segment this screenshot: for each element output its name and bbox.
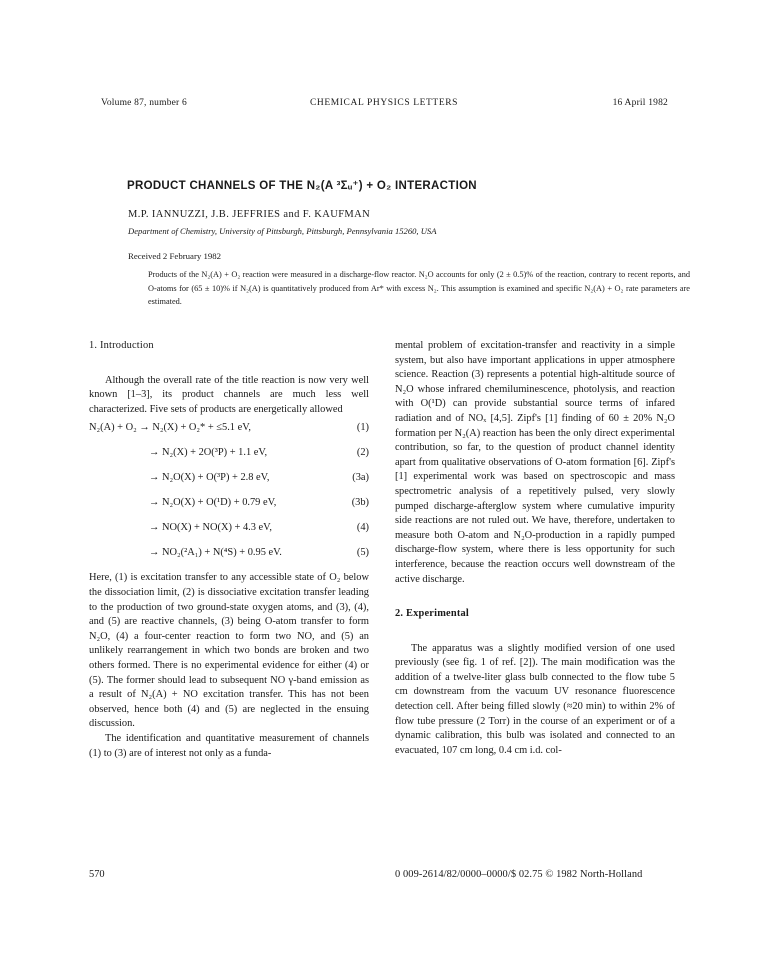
equation-text: → NO(X) + NO(X) + 4.3 eV,	[149, 522, 272, 534]
experimental-paragraph-1: The apparatus was a slightly modified version of one used previously (see fig. 1 of ref. [2]). The main modification was the addition of a twelve-liter glass bulb connected to the flow tube 5 cm downstream from the vacuum UV resonance fluorescence detection cell. After being filled slowly (≈20 min) to within 2% of flow tube pressure (2 Torr) in the course of an experiment or of a dynamic calibration, this bulb was isolated and connected to an evacuated, 107 cm long, 0.4 cm i.d. col-	[395, 642, 675, 756]
intro-paragraph-2: Here, (1) is excitation transfer to any accessible state of O₂ below the dissociation limit, (2) is dissociative excitation transfer leading to the production of two ground-state oxygen atoms, and (3), (4), and (5) are reactive channels, (3) being O-atom transfer to form N₂O, (4) a four-center reaction to form two NO, and (5) an unlikely rearrangement in which two bonds are broken and two others formed. There is no experimental evidence for either (4) or (5). The former should lead to subsequent NO γ-band emission as a result of N₂(A) + NO excitation transfer. This has not been observed, hence both (4) and (5) are neglected in the ensuing discussion.	[89, 572, 369, 730]
equation-number: (2)	[356, 447, 369, 459]
equation-text: N₂(A) + O₂ → N₂(X) + O₂* + ≤5.1 eV,	[89, 422, 251, 434]
section-heading-introduction: 1. Introduction	[89, 340, 154, 351]
article-title: PRODUCT CHANNELS OF THE N₂(A ³Σᵤ⁺) + O₂ INTERACTION	[127, 180, 477, 192]
running-header-date: 16 April 1982	[612, 98, 668, 108]
received-date: Received 2 February 1982	[128, 251, 222, 261]
abstract: Products of the N₂(A) + O₂ reaction were measured in a discharge-flow reactor. N₂O accounts for only (2 ± 0.5)% of the reaction, contrary to recent reports, and O-atoms for (65 ± 10)% if N₂(A) is quantitatively produced from Ar* with excess N₂. This assumption is examined and specific N₂(A) + O₂ rate parameters are estimated.	[148, 270, 690, 306]
equation-number: (3b)	[351, 497, 369, 509]
equation-text: → N₂O(X) + O(³P) + 2.8 eV,	[149, 472, 270, 484]
equation-number: (4)	[356, 522, 369, 534]
page-number: 570	[89, 869, 105, 880]
equation-number: (1)	[356, 422, 369, 434]
running-header-volume: Volume 87, number 6	[101, 98, 187, 108]
equation-text: → N₂O(X) + O(¹D) + 0.79 eV,	[149, 497, 277, 509]
intro-paragraph-3-continued: mental problem of excitation-transfer and reactivity in a simple system, but also have important applications in upper atmosphere science. Reaction (3) represents a potential high-altitude source of N₂O whose infrared chemiluminescence, photolysis, and reaction with O(¹D) can provide substantial source terms of infared radiation and of NOₓ [4,5]. Zipf's [1] finding of 60 ± 20% N₂O formation per N₂(A) reaction has been the only direct experimental contribution, so far, to the question of product channel identity apart from qualitative observations of O-atom formation [6]. Zipf's [1] experimental work was based on spectroscopic and mass spectrometric analysis of a repetitively pulsed, very slowly pumped discharge-afterglow system where cumulative impurity side reactions are not ruled out. We have, therefore, undertaken to measure both O-atom and N₂O-production in a rapidly pumped discharge-flow system, where there is less opportunity for such interference, because the reaction occurs well downstream of the active discharge.	[395, 340, 675, 585]
equation-5	[89, 546, 369, 571]
equation-number: (3a)	[352, 472, 369, 484]
section-heading-experimental: 2. Experimental	[395, 608, 469, 620]
running-header-journal: CHEMICAL PHYSICS LETTERS	[309, 98, 459, 108]
equation-3b	[89, 496, 369, 521]
equation-2	[89, 446, 369, 471]
author-affiliation: Department of Chemistry, University of Pittsburgh, Pittsburgh, Pennsylvania 15260, USA	[128, 226, 437, 236]
equation-text: → N₂(X) + 2O(³P) + 1.1 eV,	[149, 447, 268, 459]
right-column	[395, 339, 675, 758]
issn-copyright: 0 009-2614/82/0000–0000/$ 02.75 © 1982 North-Holland	[395, 869, 643, 880]
equation-1	[89, 421, 369, 446]
intro-paragraph-3: The identification and quantitative measurement of channels (1) to (3) are of interest not only as a funda-	[89, 732, 369, 759]
equation-text: → NO₂(²A₁) + N(⁴S) + 0.95 eV.	[149, 547, 282, 559]
equation-4	[89, 521, 369, 546]
article-authors: M.P. IANNUZZI, J.B. JEFFRIES and F. KAUFMAN	[128, 209, 371, 220]
equation-3a	[89, 471, 369, 496]
intro-paragraph-1: Although the overall rate of the title reaction is now very well known [1–3], its product channels are much less well characterized. Five sets of products are energetically allowed	[89, 374, 369, 415]
left-column	[89, 339, 369, 761]
equation-list	[89, 421, 369, 571]
equation-number: (5)	[356, 547, 369, 559]
